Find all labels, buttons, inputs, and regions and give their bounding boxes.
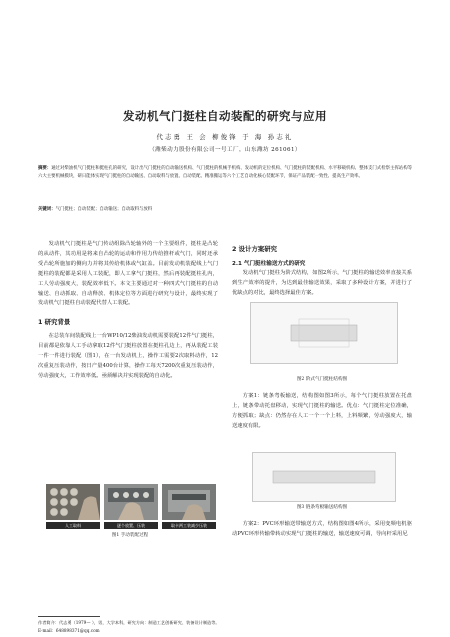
abstract — [38, 165, 412, 181]
photo-tool-press — [162, 484, 216, 520]
figure-3-image — [252, 452, 396, 502]
footnote — [38, 619, 418, 635]
keywords-label: 关键词： — [38, 207, 56, 212]
figure-2-caption: 图2 阶式气门挺柱结构图 — [296, 377, 348, 382]
photo-manual-pick — [46, 484, 100, 520]
photo-label: 人工取料 — [46, 522, 100, 529]
background-paragraph: 在总装车间装配线上一台WP10/12柴油发动机需要装配12件气门挺柱，目前都是依靠人工手动拿取12件气门挺柱放置在挺柱孔边上，再从装配工装一件一件进行装配（图1），在一台发动机上，操作工需要2次取料动作，12次重复压装动作，按日产量400台计算，操作工每天7200次重复压装动作，劳动强度大，工作效率低。亟须解决并实现装配的自动化。 — [38, 333, 218, 379]
affiliation: （潍柴动力股份有限公司一号工厂，山东潍坊 261061） — [149, 147, 301, 153]
footnote-rule — [38, 616, 100, 617]
scheme-1-paragraph: 方案1：链条弯板输送，结构图如图3所示，每个气门挺柱放置在托盘上，链条带动托盘移动，实现气门挺柱的输送。优点：气门挺柱定位准确，方便抓取；缺点：仍然存在人工一个一个上料，上料频繁，劳动强度大，输送速度有限。 — [232, 393, 412, 429]
photo-label: 逐个放置、压装 — [104, 522, 158, 529]
keywords — [38, 206, 412, 214]
section-heading-1: 1 研究背景 — [38, 318, 71, 327]
paper-title: 发动机气门挺柱自动装配的研究与应用 — [123, 109, 327, 123]
photo-place-press — [104, 484, 158, 520]
left-column — [38, 240, 218, 382]
figure-2-image — [250, 302, 398, 364]
keywords-text: 气门挺柱；自动装配；自动输送；自动取料与放料 — [55, 207, 153, 212]
scheme-2-paragraph: 方案2：PVC环形输送带输送方式，结构图如图4所示，采用变频电机驱动PVC环形传输带转动实现气门挺柱的输送，输送速度可调，导向杆采用尼 — [232, 521, 412, 537]
intro-paragraph: 发动机气门挺柱是气门传动组除凸轮轴外的一个主要组件，挺柱是凸轮的从动件，其功用是将来自凸轮的运动和作用力传给推杆或气门，同时还承受凸轮所施加的侧向力并将其传给机体或气缸盖。目前发动机装配线上气门挺柱的装配都是采用人工装配，即人工拿气门挺柱，然后再装配挺柱孔内，工人劳动强度大，装配效率低下。本文主要通过对一种四式气门挺柱的自动输送、自动抓取、自动释放、机体定位等方面进行研究与设计，最终实现了发动机气门挺柱自动装配代替人工装配。 — [38, 241, 218, 307]
figure-3-caption: 图3 链条弯板输送结构图 — [296, 505, 348, 510]
author-email: E-mail：648898371@qq.com — [38, 628, 100, 633]
subsection-heading-2-1: 2.1 气门挺柱输送方式的研究 — [232, 261, 306, 267]
section-heading-2: 2 设计方案研究 — [232, 245, 278, 253]
right-column-top — [232, 236, 412, 299]
right-column-middle — [232, 392, 412, 432]
photo-label: 取卡两工装减少压装 — [162, 522, 216, 529]
right-column-bottom — [232, 520, 412, 540]
author-list: 代志勇 王 会 柳俊锋 于 海 孙志礼 — [156, 133, 294, 141]
abstract-text: 通过对柴油机气门挺柱和挺柱孔的研究，设计出气门挺柱的自动输送机构、气门挺柱的机械手机构、发动机的定位机构、气门挺柱的装配机构、水平移载机构、整体支门式检察主挥站构等六大主要机械模块，研日能体实现气门挺柱的自动输送、自动取料与放置、自动装配、精准搬运等六个工艺自动化核心装配环节，保证产品装配一致性、提高生产效率。 — [38, 166, 412, 179]
design-paragraph: 发动机气门挺柱为阶式结构，如图2所示，气门挺柱的输送效率直接关系到生产效率的提升，为达到最佳输送效果，采取了多种设计方案，并进行了优缺点的对比，最终选择最佳方案。 — [232, 270, 412, 296]
abstract-label: 摘要： — [38, 166, 52, 171]
author-bio: 作者简介：代志勇（1979— ），男，大学本科，研究方向：制造工艺创新研究、装备设计制造等。 — [38, 620, 220, 625]
figure-1-caption: 图1 手动装配过程 — [111, 533, 149, 538]
